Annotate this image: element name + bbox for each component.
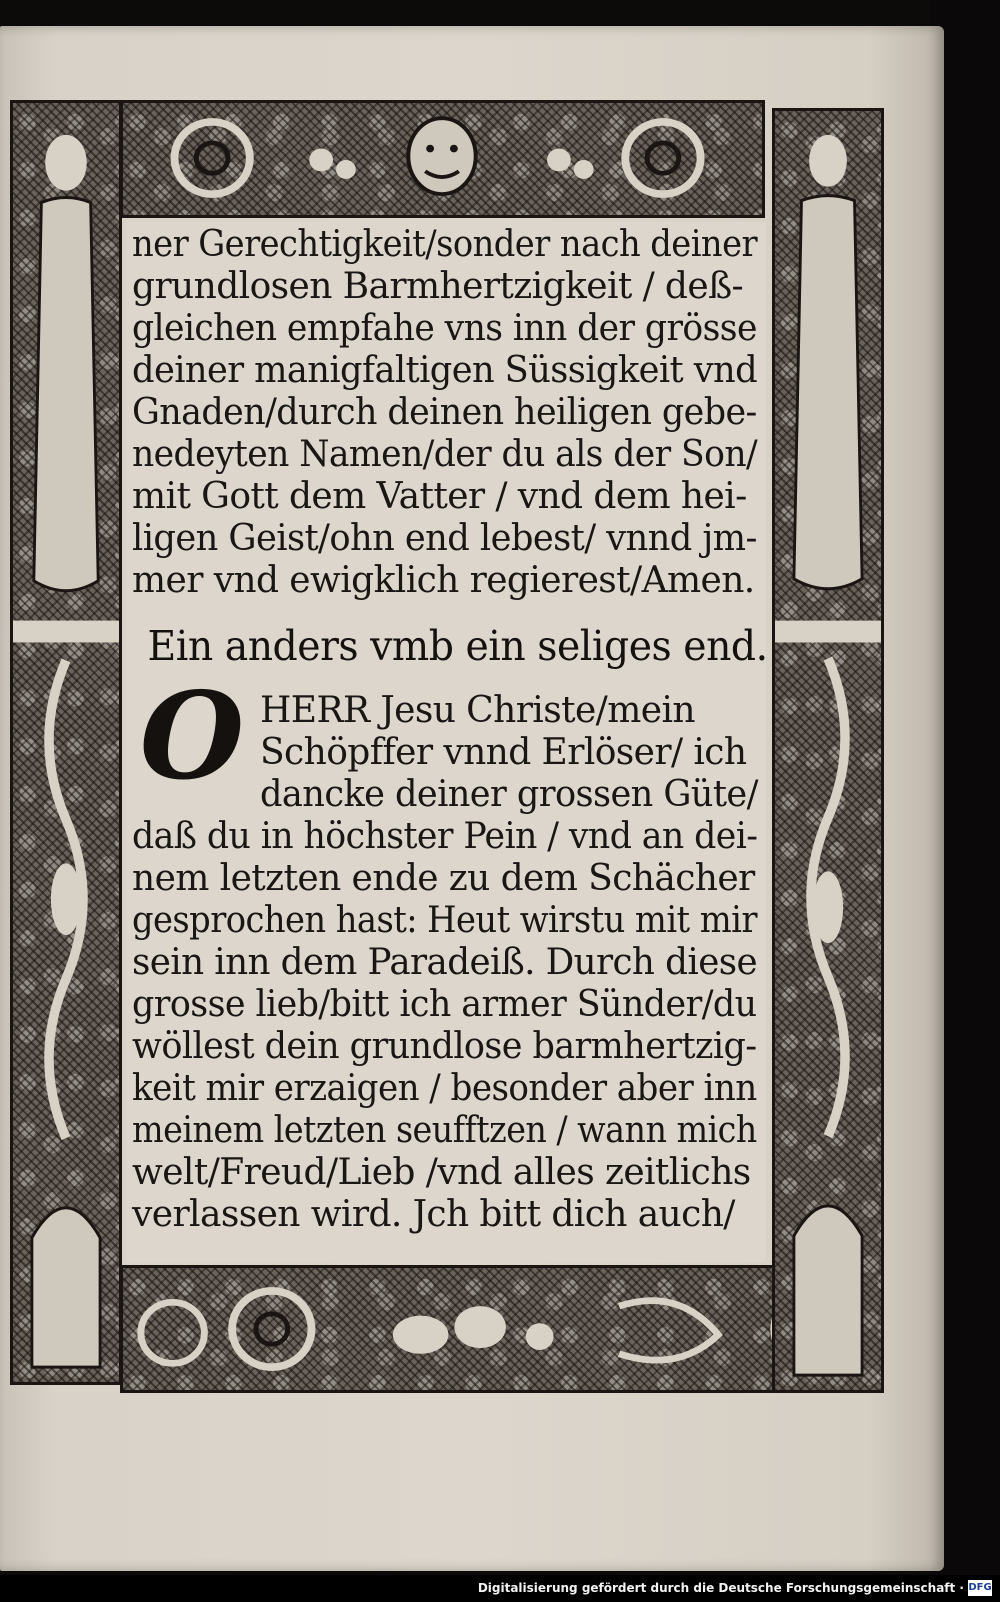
bottom-woodcut-border [120,1265,880,1393]
text-line: HERR Jesu Christe/mein [260,690,695,731]
text-line: grundlosen Barmhertzigkeit / deß- [132,266,744,307]
text-line: meinem letzten seufftzen / wann mich [132,1110,757,1151]
decorated-initial: O [139,666,245,807]
text-line: gesprochen hast: Heut wirstu mit mir [132,900,757,941]
text-line: ner Gerechtigkeit/sonder nach deiner [132,224,758,265]
text-line: mit Gott dem Vatter / vnd dem hei- [132,476,747,517]
footer-credit: Digitalisierung gefördert durch die Deutsche Forschungsgemeinschaft · [477,1581,964,1595]
text-line: verlassen wird. Jch bitt dich auch/ [132,1194,735,1235]
text-line: gleichen empfahe vns inn der grösse [132,308,757,349]
text-line: deiner manigfaltigen Süssigkeit vnd [132,350,758,391]
text-line: ligen Geist/ohn end lebest/ vnnd jm- [132,518,757,559]
text-line: Schöpffer vnnd Erlöser/ ich [260,732,747,773]
text-line: welt/Freud/Lieb /vnd alles zeitlichs [132,1152,751,1193]
top-woodcut-border [120,100,765,218]
dfg-logo: DFG [968,1580,992,1596]
left-woodcut-border [10,100,122,1385]
section-heading: Ein anders vmb ein seliges end. [147,622,768,670]
text-line: wöllest dein grundlose barmhertzig- [132,1026,757,1067]
text-line: nedeyten Namen/der du als der Son/ [132,434,758,475]
right-woodcut-border [772,108,884,1393]
text-line: mer vnd ewigklich regierest/Amen. [132,560,755,601]
text-line: keit mir erzaigen / besonder aber inn [132,1068,757,1109]
text-line: dancke deiner grossen Güte/ [260,774,758,815]
text-line: daß du in höchster Pein / vnd an dei- [132,816,758,857]
text-line: grosse lieb/bitt ich armer Sünder/du [132,984,757,1025]
text-line: nem letzten ende zu dem Schächer [132,858,755,899]
text-line: Gnaden/durch deinen heiligen gebe- [132,392,757,433]
text-line: sein inn dem Paradeiß. Durch diese [132,942,758,983]
